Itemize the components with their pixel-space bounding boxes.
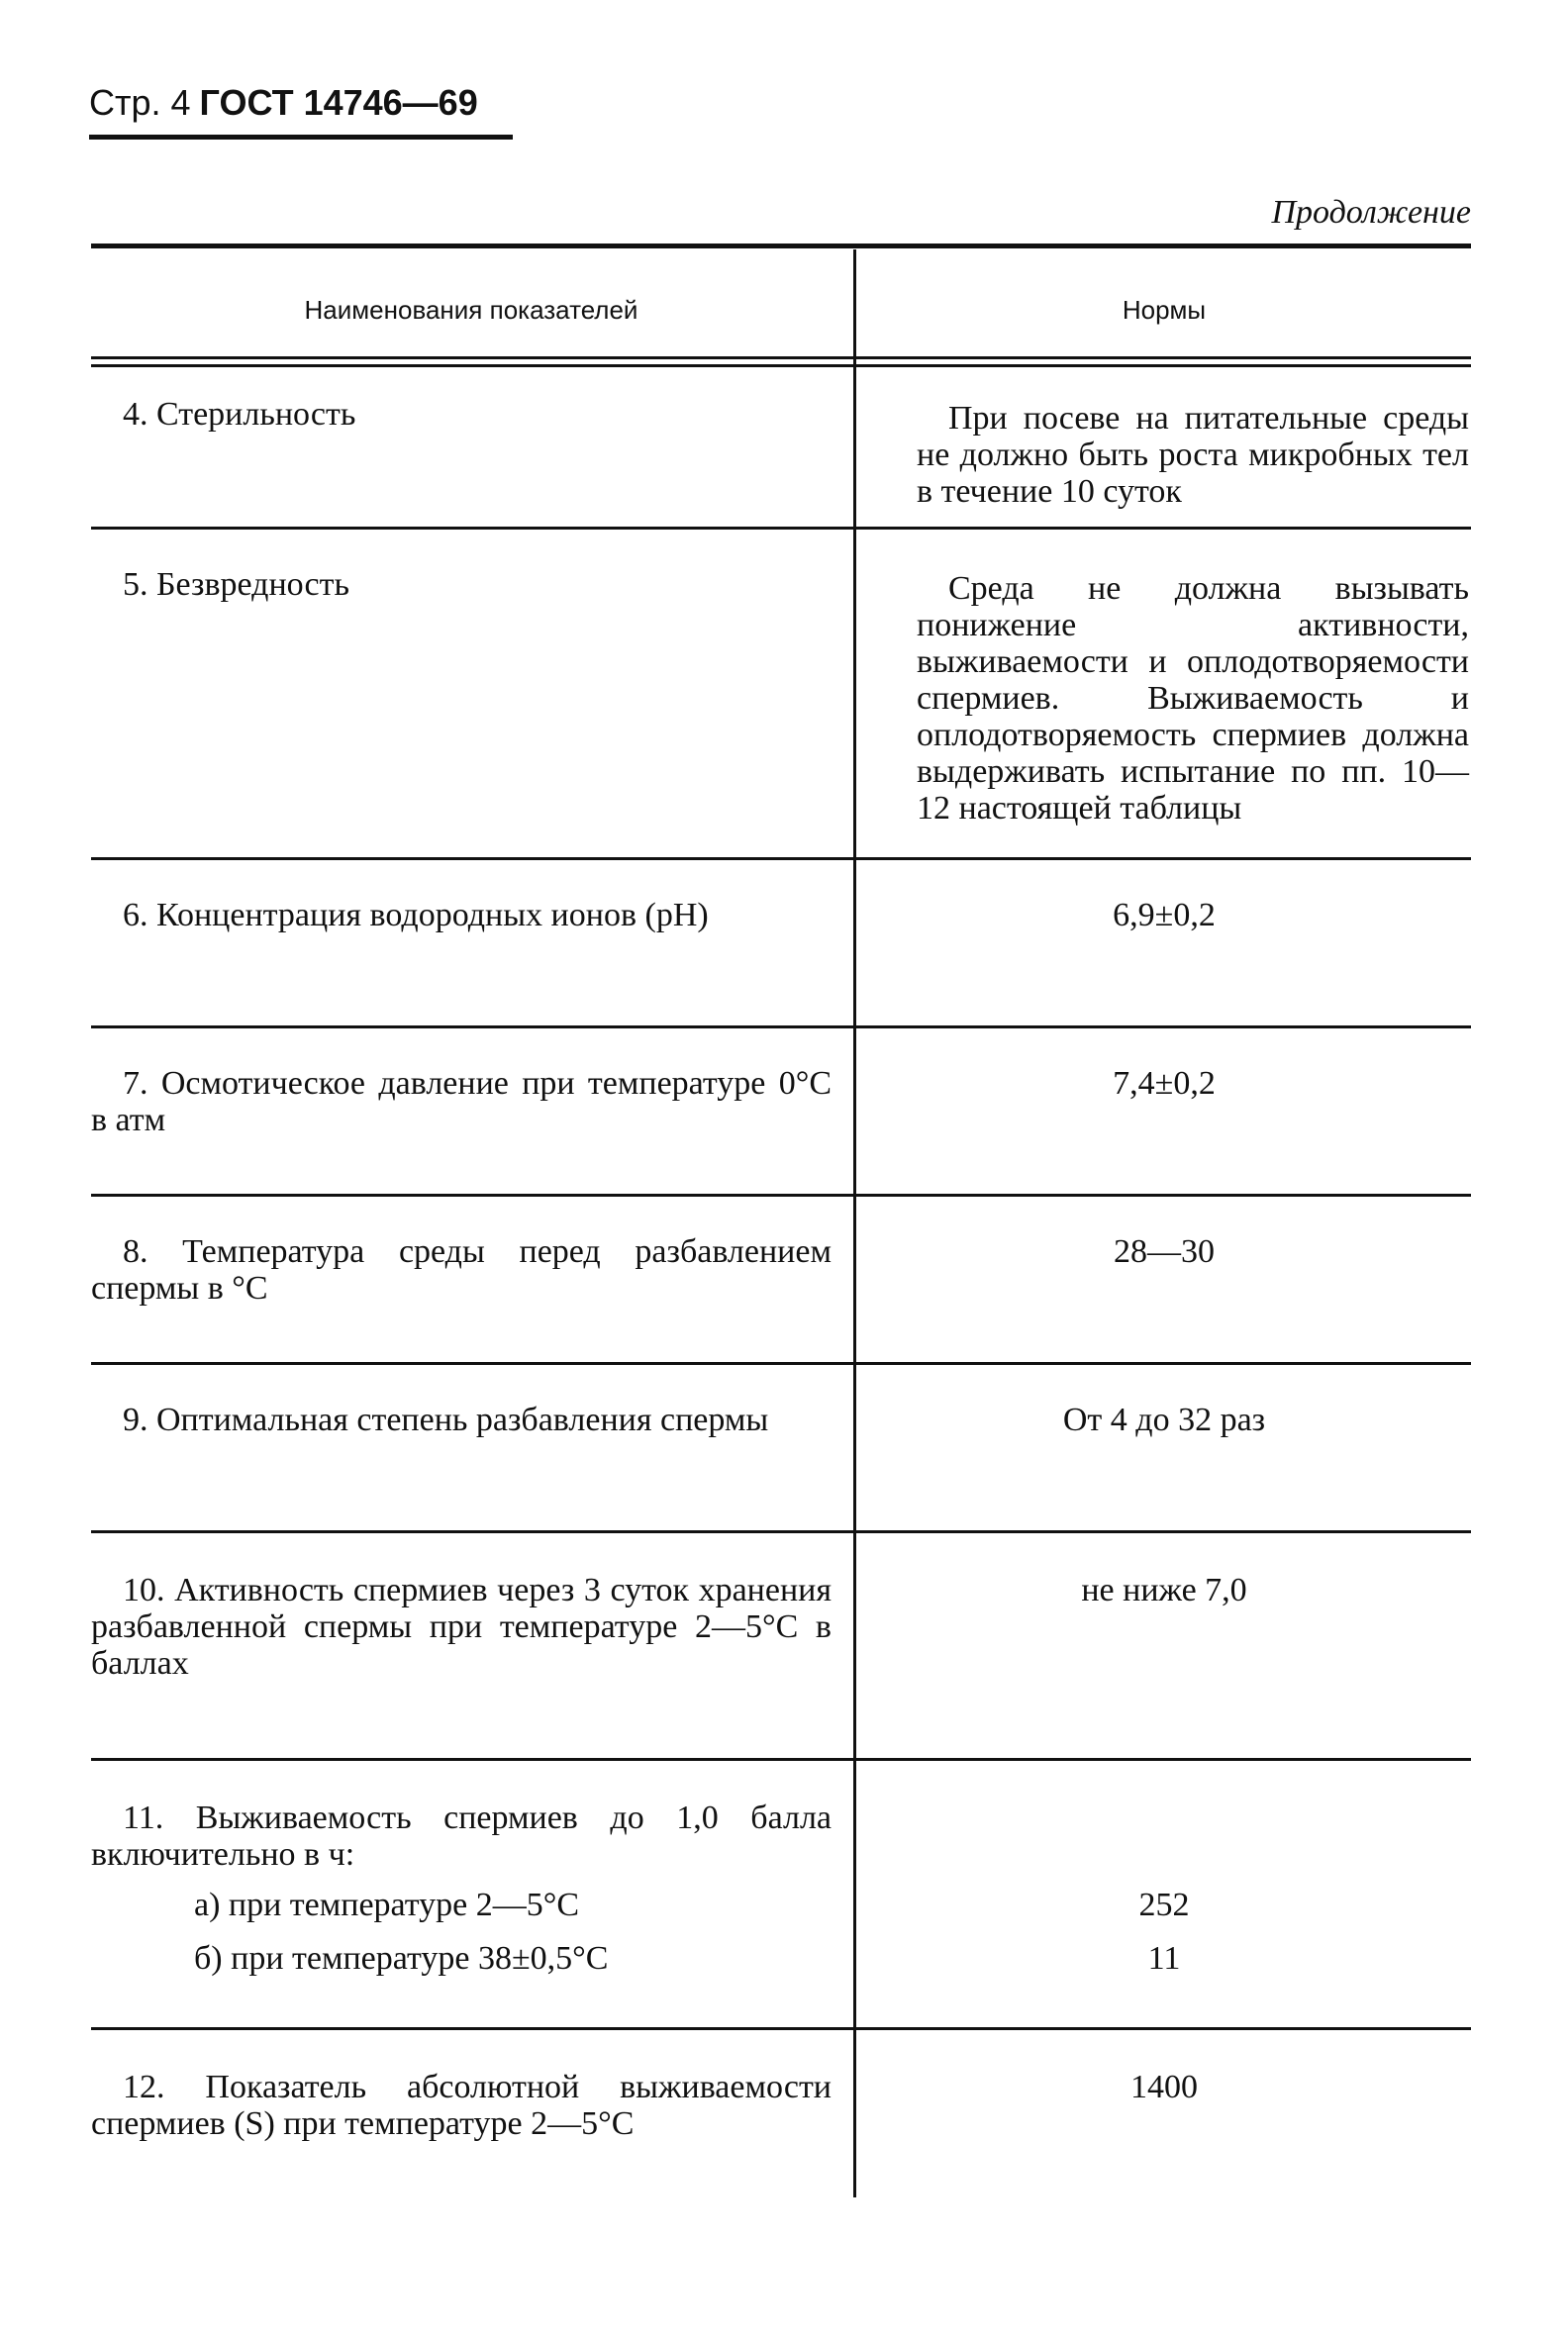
table-top-rule [91, 243, 1471, 248]
column-header-norm: Нормы [1122, 295, 1207, 325]
row-8-norm: 28—30 [1114, 1233, 1215, 1270]
row-4-name: 4. Стерильность [123, 396, 356, 433]
row-8-name: 8. Температура среды перед разбавлением спермы в °C [91, 1233, 832, 1307]
row-10-name: 10. Активность спермиев через 3 суток хранения разбавленной спермы при температуре 2—5°C в баллах [91, 1572, 832, 1682]
row-separator [91, 527, 1471, 530]
row-4-norm: При посеве на питательные среды не должно быть роста микробных тел в течение 10 суток [917, 400, 1469, 510]
row-11b-norm: 11 [1147, 1940, 1181, 1977]
column-divider [853, 249, 856, 2197]
row-5-name: 5. Безвредность [123, 566, 349, 603]
row-9-norm: От 4 до 32 раз [1062, 1402, 1266, 1438]
column-header-name: Наименования показателей [304, 295, 638, 325]
row-separator [91, 857, 1471, 860]
row-5-norm: Среда не должна вызывать понижение активности, выживаемости и оплодотворяемости спермиев. Выживаемость и оплодотворяемость спермиев должна выдерживать испытание по пп. 10—12 настоящей таблицы [917, 570, 1469, 827]
row-separator [91, 2027, 1471, 2030]
continuation-label: Продолжение [1271, 194, 1471, 231]
table-header-rule-double [91, 364, 1471, 367]
row-10-norm: не ниже 7,0 [1081, 1572, 1247, 1608]
row-11b-label: б) при температуре 38±0,5°C [194, 1940, 609, 1977]
header-underline [89, 135, 513, 140]
page-header [89, 83, 478, 123]
row-7-name: 7. Осмотическое давление при температуре 0°C в атм [91, 1065, 832, 1138]
row-separator [91, 1530, 1471, 1533]
row-11-name: 11. Выживаемость спермиев до 1,0 балла включительно в ч: [91, 1800, 832, 1873]
row-9-name: 9. Оптимальная степень разбавления спермы [123, 1402, 769, 1438]
row-separator [91, 1758, 1471, 1761]
row-12-name: 12. Показатель абсолютной выживаемости спермиев (S) при температуре 2—5°C [91, 2069, 832, 2142]
page-number: Стр. 4 [89, 82, 191, 123]
row-12-norm: 1400 [1130, 2069, 1198, 2105]
row-11a-norm: 252 [1138, 1887, 1190, 1923]
row-7-norm: 7,4±0,2 [1113, 1065, 1216, 1102]
standard-number: ГОСТ 14746—69 [199, 82, 478, 123]
row-separator [91, 1362, 1471, 1365]
row-11a-label: а) при температуре 2—5°C [194, 1887, 580, 1923]
row-6-norm: 6,9±0,2 [1113, 897, 1216, 933]
row-6-name: 6. Концентрация водородных ионов (pH) [123, 897, 709, 933]
row-separator [91, 1025, 1471, 1028]
table-header-rule [91, 356, 1471, 359]
row-separator [91, 1194, 1471, 1197]
